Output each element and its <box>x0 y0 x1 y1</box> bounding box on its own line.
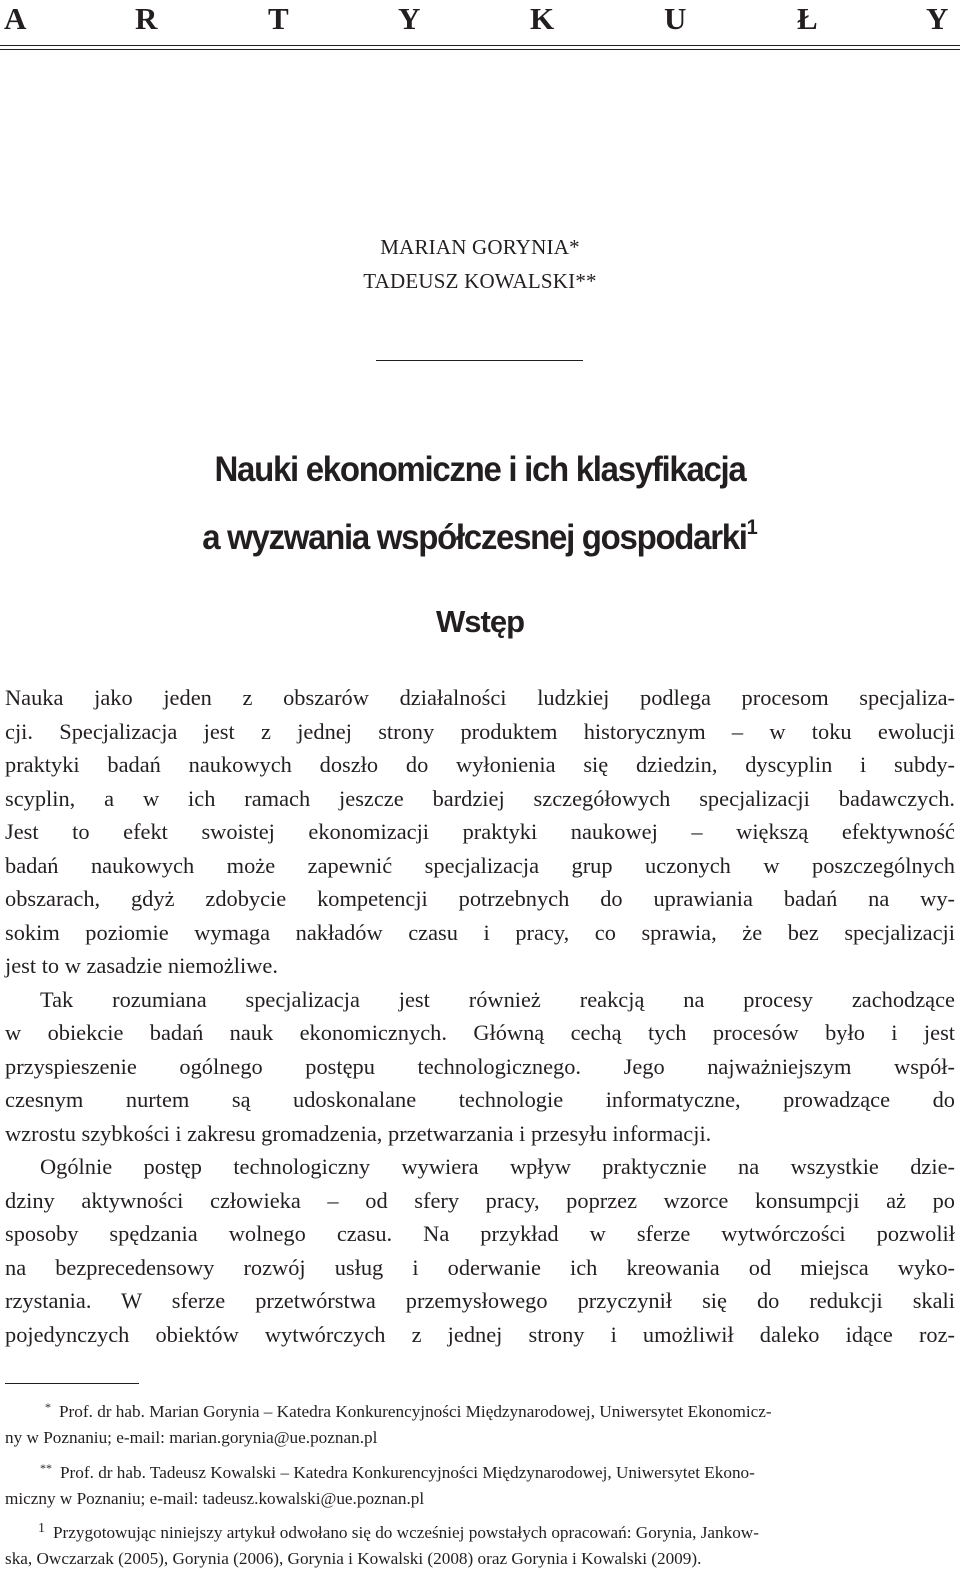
section-header-letter: Ł <box>797 1 818 36</box>
title-line: Nauki ekonomiczne i ich klasyfikacja <box>214 448 746 489</box>
footnote-mark: * <box>45 1400 51 1414</box>
text-line: Nauka jako jeden z obszarów działalności ludzkiej podlega procesom specjaliza- <box>5 685 955 710</box>
title-line-with-ref <box>0 498 960 566</box>
header-rule <box>0 49 960 50</box>
footnote <box>5 1394 953 1451</box>
footnote-ref[interactable]: 1 <box>746 515 758 540</box>
footnote-line <box>5 1516 953 1546</box>
text-line: praktyki badań naukowych doszło do wyłonienia się dziedzin, dyscyplin i subdy- <box>5 752 955 777</box>
section-header-letter: A <box>4 1 27 36</box>
text-line: cji. Specjalizacja jest z jednej strony produktem historycznym – w toku ewolucji <box>5 718 955 744</box>
footnote-line: ska, Owczarzak (2005), Gorynia (2006), Gorynia i Kowalski (2008) oraz Gorynia i Kowalski (2009). <box>5 1549 702 1568</box>
title-line: a wyzwania współczesnej gospodarki <box>202 516 747 557</box>
paragraph <box>5 681 955 983</box>
text-line: Ogólnie postęp technologiczny wywiera wpływ praktycznie na wszystkie dzie- <box>40 1154 955 1179</box>
footnote-mark: 1 <box>38 1521 45 1536</box>
footnote-line <box>5 1455 953 1486</box>
footnote-line: ny w Poznaniu; e-mail: marian.gorynia@ue.poznan.pl <box>5 1428 378 1447</box>
text-line: sokim poziomie wymaga nakładów czasu i pracy, co sprawia, że bez specjalizacji <box>5 919 955 945</box>
footnote-text: Przygotowując niniejszy artykuł odwołano się do wcześniej powstałych opracowań: Gorynia, Jankow- <box>53 1523 759 1542</box>
section-header-letter: R <box>135 1 158 36</box>
footnote <box>5 1516 953 1572</box>
text-line: jest to w zasadzie niemożliwe. <box>5 953 278 978</box>
section-header-letter: T <box>268 1 289 36</box>
authors-divider <box>376 360 583 361</box>
footnote-text: Prof. dr hab. Marian Gorynia – Katedra Konkurencyjności Międzynarodowej, Uniwersytet Ekonomicz- <box>59 1402 772 1421</box>
text-line: obszarach, gdyż zdobycie kompetencji potrzebnych do uprawiania badań na wy- <box>5 886 955 911</box>
footnote-text: Prof. dr hab. Tadeusz Kowalski – Katedra Konkurencyjności Międzynarodowej, Uniwersytet Ekono- <box>60 1463 755 1482</box>
footnote-line: miczny w Poznaniu; e-mail: tadeusz.kowalski@ue.poznan.pl <box>5 1489 425 1508</box>
section-header-letter: K <box>530 1 555 36</box>
footnote-mark: ** <box>40 1461 52 1475</box>
text-line: przyspieszenie ogólnego postępu technologicznego. Jego najważniejszym współ- <box>5 1053 955 1079</box>
text-line: Tak rozumiana specjalizacja jest również reakcją na procesy zachodzące <box>40 986 955 1012</box>
text-line: czesnym nurtem są udoskonalane technologie informatyczne, prowadzące do <box>5 1087 955 1112</box>
paragraph <box>5 1150 955 1351</box>
text-line: rzystania. W sferze przetwórstwa przemysłowego przyczynił się do redukcji skali <box>5 1288 955 1313</box>
paragraph <box>5 983 955 1151</box>
footnote-divider <box>5 1383 139 1384</box>
text-line: scyplin, a w ich ramach jeszcze bardziej szczegółowych specjalizacji badawczych. <box>5 785 955 811</box>
text-line: dziny aktywności człowieka – od sfery pracy, poprzez wzorce konsumpcji aż po <box>5 1187 955 1213</box>
body-text <box>5 681 955 1351</box>
footnote-line <box>5 1394 953 1425</box>
header-rule <box>0 45 960 46</box>
authors-block <box>0 230 960 298</box>
section-header <box>0 0 960 40</box>
text-line: Jest to efekt swoistej ekonomizacji praktyki naukowej – większą efektywność <box>5 819 955 844</box>
footnote <box>5 1455 953 1512</box>
text-line: sposoby spędzania wolnego czasu. Na przykład w sferze wytwórczości pozwolił <box>5 1221 955 1246</box>
text-line: na bezprecedensowy rozwój usług i oderwanie ich kreowania od miejsca wyko- <box>5 1254 955 1280</box>
article-title <box>0 440 960 566</box>
author-name: MARIAN GORYNIA* <box>380 235 580 259</box>
section-header-letter: Y <box>926 1 949 36</box>
footnotes <box>5 1394 953 1576</box>
section-header-letter: U <box>664 1 687 36</box>
text-line: pojedynczych obiektów wytwórczych z jednej strony i umożliwił daleko idące roz- <box>5 1321 955 1347</box>
section-header-letter: Y <box>398 1 421 36</box>
text-line: w obiekcie badań nauk ekonomicznych. Główną cechą tych procesów było i jest <box>5 1020 955 1045</box>
section-heading: Wstęp <box>436 604 524 639</box>
author-name: TADEUSZ KOWALSKI** <box>363 269 597 293</box>
text-line: badań naukowych może zapewnić specjalizacja grup uczonych w poszczególnych <box>5 852 955 878</box>
text-line: wzrostu szybkości i zakresu gromadzenia, przetwarzania i przesyłu informacji. <box>5 1120 712 1146</box>
